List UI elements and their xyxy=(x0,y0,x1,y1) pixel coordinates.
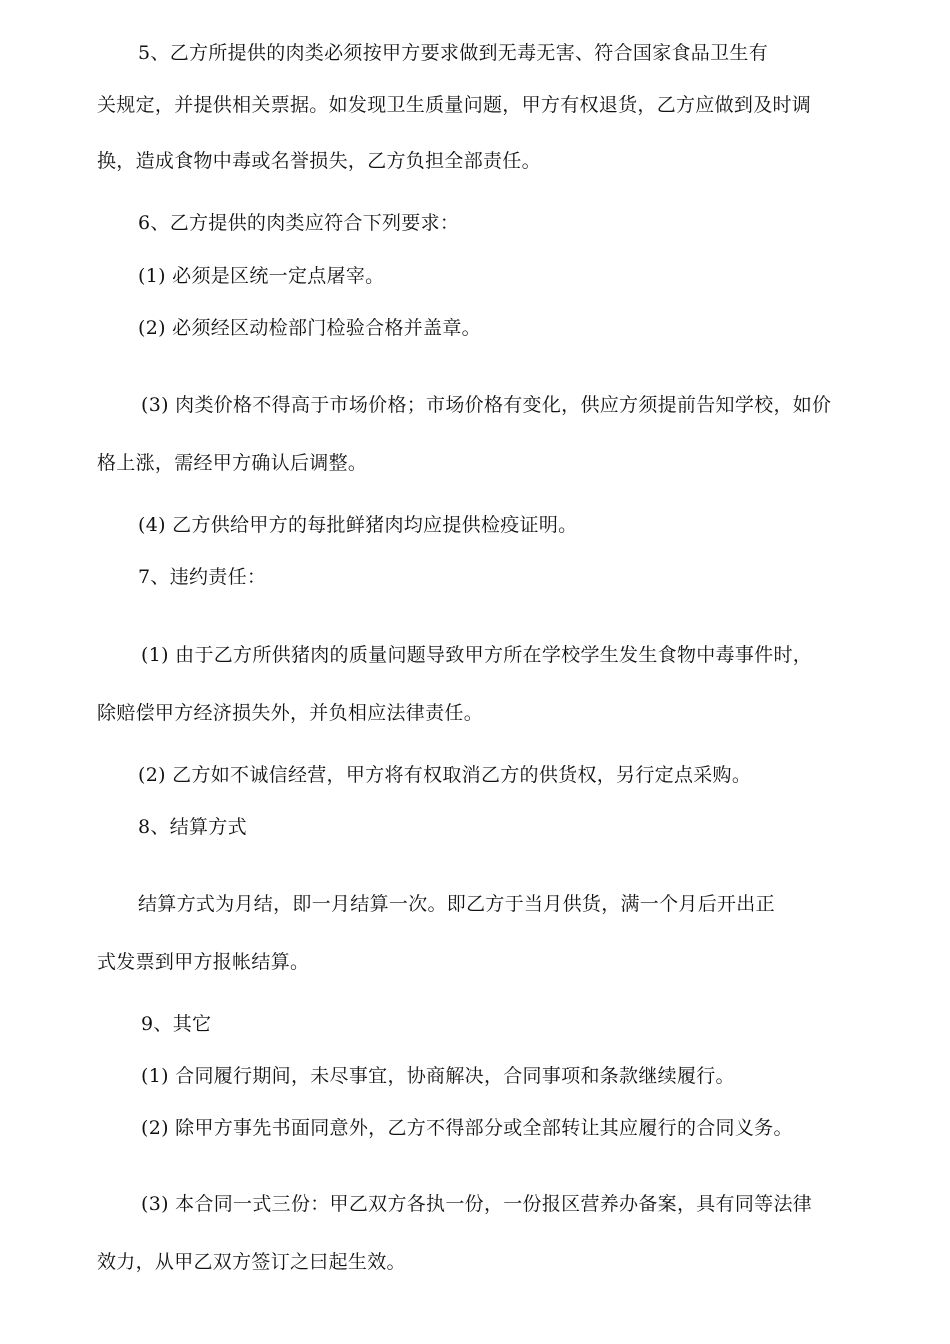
clause-6-item-2: (2) 必须经区动检部门检验合格并盖章。 xyxy=(138,317,481,339)
clause-8-heading: 8、结算方式 xyxy=(138,816,247,838)
clause-5-line-3: 换，造成食物中毒或名誉损失，乙方负担全部责任。 xyxy=(97,150,541,172)
clause-8-body-line-2: 式发票到甲方报帐结算。 xyxy=(97,951,310,973)
clause-9-item-2: (2) 除甲方事先书面同意外，乙方不得部分或全部转让其应履行的合同义务。 xyxy=(141,1117,793,1139)
clause-6-item-3-line-1: (3) 肉类价格不得高于市场价格；市场价格有变化，供应方须提前告知学校，如价 xyxy=(141,394,832,416)
clause-7-item-1-line-1: (1) 由于乙方所供猪肉的质量问题导致甲方所在学校学生发生食物中毒事件时， xyxy=(141,644,813,666)
clause-6-item-3-line-2: 格上涨，需经甲方确认后调整。 xyxy=(97,452,368,474)
clause-6-item-4: (4) 乙方供给甲方的每批鲜猪肉均应提供检疫证明。 xyxy=(138,514,578,536)
clause-7-heading: 7、违约责任： xyxy=(138,566,267,588)
clause-5-line-2: 关规定，并提供相关票据。如发现卫生质量问题，甲方有权退货，乙方应做到及时调 xyxy=(97,94,812,116)
clause-6-item-1: (1) 必须是区统一定点屠宰。 xyxy=(138,265,385,287)
clause-9-item-3-line-2: 效力，从甲乙双方签订之曰起生效。 xyxy=(97,1251,406,1273)
clause-7-item-2: (2) 乙方如不诚信经营，甲方将有权取消乙方的供货权，另行定点采购。 xyxy=(138,764,752,786)
clause-5-line-1: 5、乙方所提供的肉类必须按甲方要求做到无毒无害、符合国家食品卫生有 xyxy=(138,42,768,64)
clause-9-item-1: (1) 合同履行期间，未尽事宜，协商解决，合同事项和条款继续履行。 xyxy=(141,1065,735,1087)
clause-9-heading: 9、其它 xyxy=(141,1013,212,1035)
clause-6-heading: 6、乙方提供的肉类应符合下列要求： xyxy=(138,212,460,234)
clause-8-body-line-1: 结算方式为月结，即一月结算一次。即乙方于当月供货，满一个月后开出正 xyxy=(138,893,775,915)
clause-9-item-3-line-1: (3) 本合同一式三份：甲乙双方各执一份，一份报区营养办备案，具有同等法律 xyxy=(141,1193,813,1215)
clause-7-item-1-line-2: 除赔偿甲方经济损失外，并负相应法律责任。 xyxy=(97,702,484,724)
